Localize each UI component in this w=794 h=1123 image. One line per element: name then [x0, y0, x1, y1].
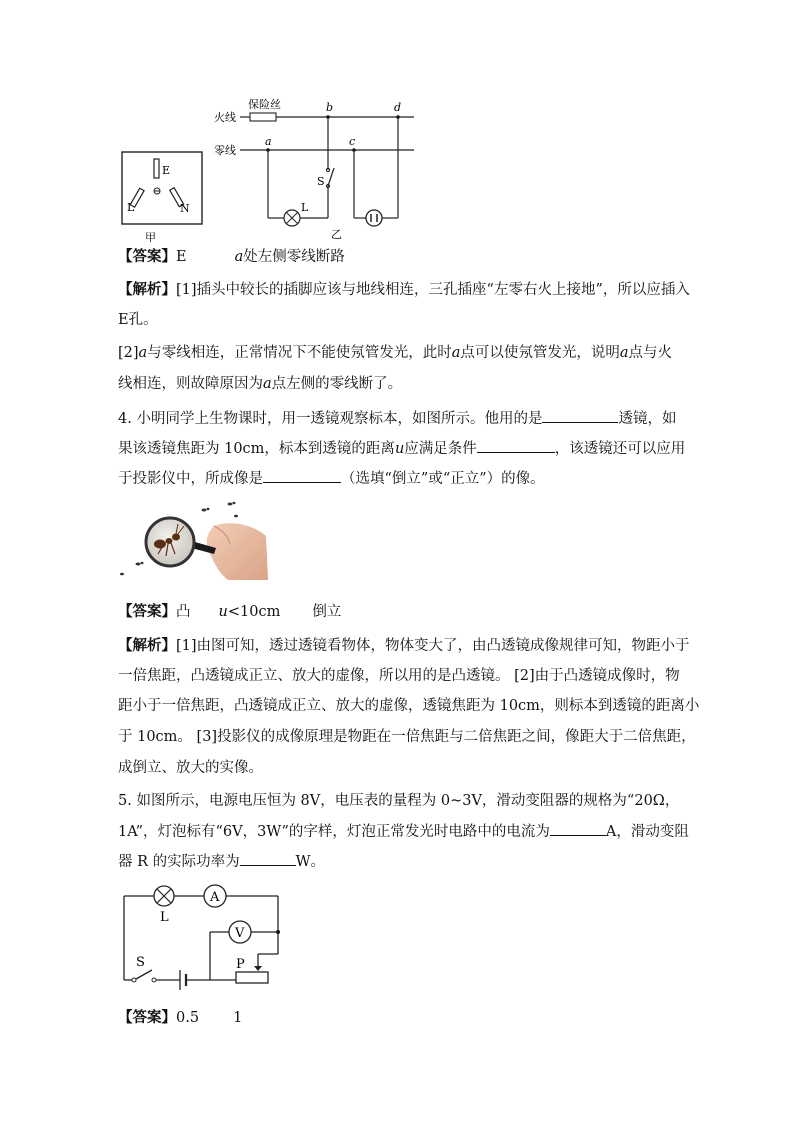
- figure-jia-label: 甲: [145, 231, 156, 244]
- slider-p-label: P: [236, 957, 245, 972]
- answer-tag: 【答案】: [118, 248, 176, 265]
- q4-analysis-text-5: 成倒立、放大的实像。: [118, 760, 263, 776]
- q4-var-u: u: [394, 441, 405, 457]
- q4-text-1a: 4. 小明同学上生物课时，用一透镜观察标本，如图所示。他用的是: [118, 411, 543, 427]
- q5-answer-2: 1: [233, 1010, 243, 1026]
- fuse-label: 保险丝: [248, 98, 281, 111]
- q4-blank-1: [542, 408, 618, 423]
- q5-question-line-3: [118, 851, 325, 872]
- answer-tag: 【答案】: [118, 603, 176, 620]
- q4-analysis-text-1: [1]由图可知，透过透镜看物体，物体变大了，由凸透镜成像规律可知，物距小于: [176, 638, 690, 654]
- socket-circuit-figure: [110, 98, 430, 246]
- socket-e-label: E: [162, 164, 171, 177]
- rheostat-r: [236, 972, 268, 983]
- socket-symbol: [366, 210, 382, 226]
- q4-question-line-3: [118, 468, 545, 489]
- q4-blank-2: [477, 438, 555, 453]
- q5-answer: [118, 1008, 242, 1028]
- point-b-label: b: [326, 101, 334, 114]
- q5-blank-2: [240, 851, 296, 866]
- q4-answer-3: 倒立: [312, 604, 342, 620]
- q5-text-3b: W。: [295, 854, 326, 870]
- switch-s-label: S: [136, 955, 145, 970]
- socket-earth-hole: [154, 159, 159, 178]
- q3-analysis-text-3a: [2]: [118, 345, 139, 361]
- q3-analysis-text-3c: 点可以使氖管发光，说明: [460, 345, 620, 361]
- q3-answer-2-var: a: [234, 249, 244, 265]
- q3-analysis-text-3b: 与零线相连，正常情况下不能使氖管发光，此时: [147, 345, 452, 361]
- q3-analysis-text-4a: 线相连，则故障原因为: [118, 376, 263, 392]
- q4-text-1b: 透镜，如: [618, 411, 677, 427]
- lamp-l-label: L: [301, 201, 309, 214]
- q5-text-2a: 1A”，灯泡标有“6V，3W”的字样，灯泡正常发光时电路中的电流为: [118, 824, 550, 840]
- q3-var-a-1: a: [138, 345, 148, 361]
- q3-analysis-text-1: [1]插头中较长的插脚应该与地线相连，三孔插座“左零右火上接地”，所以应插入: [176, 282, 690, 298]
- voltmeter-label: V: [235, 926, 245, 941]
- magnifier-photo: [118, 496, 270, 580]
- q4-blank-3: [263, 468, 341, 483]
- q4-analysis-text-3: 距小于一倍焦距，凸透镜成正立、放大的虚像，透镜焦距为 10cm，则标本到透镜的距离小: [118, 698, 700, 714]
- fuse-box: [250, 113, 276, 121]
- q4-text-2a: 果该透镜焦距为 10cm，标本到透镜的距离: [118, 441, 395, 457]
- switch-s: [136, 970, 152, 979]
- q5-text-2b: A，滑动变阻: [605, 824, 689, 840]
- q4-analysis-text-4: 于 10cm。 [3]投影仪的成像原理是物距在一倍焦距与二倍焦距之间，像距大于二倍焦距，: [118, 729, 696, 745]
- answer-tag: 【答案】: [118, 1009, 176, 1026]
- q3-answer: [118, 247, 345, 267]
- q4-answer-2: <10cm: [227, 604, 281, 620]
- figure-yi-label: 乙: [331, 228, 342, 241]
- q4-text-2b: 应满足条件: [404, 441, 477, 457]
- q5-text-1: 5. 如图所示，电源电压恒为 8V，电压表的量程为 0~3V，滑动变阻器的规格为“20Ω，: [118, 793, 680, 809]
- analysis-tag: 【解析】: [118, 281, 176, 298]
- q4-answer: [118, 602, 341, 622]
- q4-analysis-line-1: [118, 636, 690, 656]
- q5-text-3a: 器 R 的实际功率为: [118, 854, 240, 870]
- lamp-l-label: L: [160, 910, 169, 925]
- q5-question-line-2: [118, 821, 689, 842]
- q4-question-line-2: [118, 438, 685, 459]
- point-a-label: a: [265, 135, 272, 148]
- q4-analysis-line-5: [118, 758, 263, 778]
- q3-var-a-2: a: [451, 345, 461, 361]
- q4-question-line-1: [118, 408, 676, 429]
- q4-text-2c: ，该透镜还可以应用: [554, 441, 686, 457]
- point-d-label: d: [394, 101, 402, 114]
- q3-answer-2: 处左侧零线断路: [243, 249, 345, 265]
- q5-question-line-1: [118, 791, 679, 811]
- q5-circuit-figure: [118, 880, 288, 990]
- zero-wire-label: 零线: [214, 144, 236, 157]
- q4-answer-2-var: u: [218, 604, 228, 620]
- q3-analysis-line-2: [118, 310, 158, 330]
- q3-var-a-4: a: [263, 376, 272, 392]
- q3-analysis-text-4b: 点左侧的零线断了。: [271, 376, 403, 392]
- q3-var-a-3: a: [619, 345, 629, 361]
- q4-analysis-line-2: [118, 666, 680, 686]
- q4-text-3a: 于投影仪中，所成像是: [118, 471, 263, 487]
- analysis-tag: 【解析】: [118, 637, 176, 654]
- q5-answer-1: 0.5: [176, 1010, 200, 1026]
- q5-blank-1: [550, 821, 606, 836]
- socket-l-label: L: [127, 201, 135, 214]
- q3-analysis-line-3: [118, 343, 672, 363]
- ammeter-label: A: [210, 890, 220, 905]
- q3-analysis-line-1: [118, 280, 690, 300]
- q3-answer-1: E: [176, 249, 187, 265]
- q4-analysis-text-2: 一倍焦距，凸透镜成正立、放大的虚像，所以用的是凸透镜。 [2]由于凸透镜成像时，物: [118, 668, 680, 684]
- q3-analysis-text-3d: 点与火: [628, 345, 673, 361]
- q3-analysis-text-2: E孔。: [118, 312, 158, 328]
- point-c-label: c: [349, 135, 356, 148]
- socket-n-label: N: [180, 202, 190, 215]
- q4-text-3b: （选填“倒立”或“正立”）的像。: [341, 471, 545, 487]
- q4-analysis-line-4: [118, 727, 696, 747]
- fire-wire-label: 火线: [214, 111, 236, 124]
- q4-answer-1: 凸: [176, 604, 191, 620]
- hand: [207, 523, 268, 580]
- switch-s-label: S: [317, 175, 325, 188]
- q4-analysis-line-3: [118, 696, 699, 716]
- q3-analysis-line-4: [118, 374, 402, 394]
